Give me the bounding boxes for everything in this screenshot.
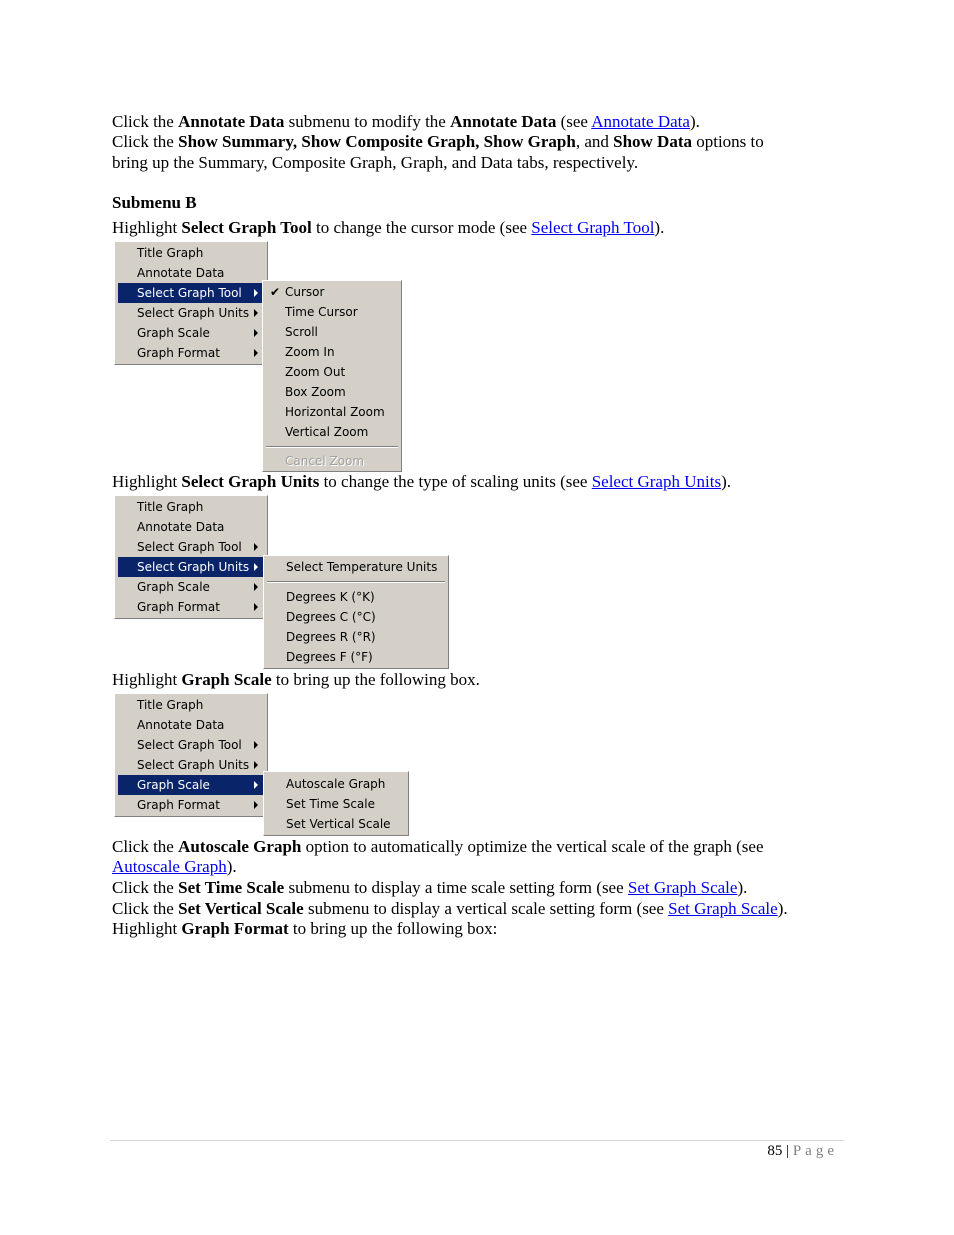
- bold-term: Select Graph Units: [181, 472, 320, 491]
- submenu-arrow-icon: [254, 801, 258, 809]
- menu-item-graph-scale[interactable]: [118, 323, 264, 343]
- text: Click the: [112, 899, 179, 918]
- menu-item-label: Cancel Zoom: [285, 454, 365, 468]
- menu-item-label: Set Vertical Scale: [286, 817, 391, 831]
- submenu-arrow-icon: [254, 781, 258, 789]
- menu-item-label: Annotate Data: [137, 520, 225, 534]
- graph-tool-submenu: [262, 280, 402, 472]
- text: to change the type of scaling units (see: [319, 472, 592, 491]
- submenu-item-vertical-zoom[interactable]: [266, 422, 398, 442]
- para-autoscale-line-2: [112, 857, 237, 877]
- menu-item-select-graph-units[interactable]: [118, 557, 264, 577]
- select-graph-units-link[interactable]: Select Graph Units: [591, 472, 722, 491]
- text: to bring up the following box:: [288, 919, 498, 938]
- menu-item-label: Graph Scale: [137, 778, 210, 792]
- menu-item-label: Title Graph: [137, 246, 204, 260]
- submenu-item-scroll[interactable]: [266, 322, 398, 342]
- text: ).: [689, 112, 700, 131]
- submenu-item-degrees-c[interactable]: [267, 607, 445, 627]
- bold-term: Autoscale Graph: [178, 837, 302, 856]
- text: to bring up the following box.: [271, 670, 480, 689]
- para-autoscale-line-1: [112, 837, 764, 857]
- submenu-arrow-icon: [254, 349, 258, 357]
- bold-term: Annotate Data: [450, 112, 557, 131]
- submenu-arrow-icon: [254, 761, 258, 769]
- submenu-arrow-icon: [254, 563, 258, 571]
- bold-term: Show Summary, Show Composite Graph, Show Graph: [178, 132, 576, 151]
- menu-item-label: Degrees R (°R): [286, 630, 376, 644]
- menu-item-graph-format[interactable]: [118, 597, 264, 617]
- submenu-arrow-icon: [254, 329, 258, 337]
- menu-item-label: Zoom In: [285, 345, 335, 359]
- menu-item-label: Degrees F (°F): [286, 650, 373, 664]
- menu-item-label: Degrees C (°C): [286, 610, 376, 624]
- menu-item-label: Title Graph: [137, 698, 204, 712]
- menu-item-title-graph[interactable]: [118, 497, 264, 517]
- text: submenu to modify the: [284, 112, 451, 131]
- menu-item-label: Degrees K (°K): [286, 590, 375, 604]
- text: ).: [226, 857, 237, 876]
- para-select-graph-units: [112, 472, 731, 492]
- menu-item-graph-scale[interactable]: [118, 775, 264, 795]
- menu-item-label: Time Cursor: [285, 305, 358, 319]
- para-select-graph-tool: [112, 218, 664, 238]
- menu-item-label: Select Graph Tool: [137, 738, 242, 752]
- text: submenu to display a vertical scale setting form (see: [303, 899, 669, 918]
- menu-item-label: Cursor: [285, 285, 325, 299]
- text: Click the: [112, 878, 179, 897]
- submenu-item-cancel-zoom: [266, 451, 398, 471]
- menu-item-label: Select Graph Tool: [137, 540, 242, 554]
- menu-item-title-graph[interactable]: [118, 695, 264, 715]
- menu-item-label: Graph Scale: [137, 326, 210, 340]
- bold-term: Set Vertical Scale: [178, 899, 304, 918]
- menu-item-label: Annotate Data: [137, 266, 225, 280]
- menu-item-label: Annotate Data: [137, 718, 225, 732]
- menu-item-graph-scale[interactable]: [118, 577, 264, 597]
- annotate-data-link[interactable]: Annotate Data: [591, 112, 690, 131]
- text: Highlight: [112, 670, 182, 689]
- text: , and: [575, 132, 614, 151]
- menu-item-select-graph-tool[interactable]: [118, 537, 264, 557]
- submenu-item-zoom-out[interactable]: [266, 362, 398, 382]
- submenu-item-box-zoom[interactable]: [266, 382, 398, 402]
- set-graph-scale-link[interactable]: Set Graph Scale: [668, 899, 778, 918]
- submenu-item-time-cursor[interactable]: [266, 302, 398, 322]
- submenu-item-autoscale-graph[interactable]: [267, 774, 405, 794]
- submenu-item-degrees-r[interactable]: [267, 627, 445, 647]
- bold-term: Graph Format: [181, 919, 289, 938]
- text: ).: [777, 899, 788, 918]
- menu-item-label: Box Zoom: [285, 385, 346, 399]
- submenu-item-set-vertical-scale[interactable]: [267, 814, 405, 834]
- text: Highlight: [112, 218, 182, 237]
- context-menu: [114, 241, 268, 365]
- menu-item-label: Scroll: [285, 325, 318, 339]
- menu-item-select-graph-tool[interactable]: [118, 735, 264, 755]
- bold-term: Show Data: [613, 132, 692, 151]
- text: Click the: [112, 112, 179, 131]
- text: ).: [654, 218, 665, 237]
- menu-item-label: Graph Format: [137, 798, 220, 812]
- submenu-arrow-icon: [254, 289, 258, 297]
- menu-item-label: Select Graph Tool: [137, 286, 242, 300]
- menu-item-annotate-data[interactable]: [118, 263, 264, 283]
- submenu-arrow-icon: [254, 309, 258, 317]
- text: option to automatically optimize the vertical scale of the graph (see: [301, 837, 764, 856]
- menu-item-label: Select Temperature Units: [286, 560, 438, 574]
- menu-item-label: Graph Format: [137, 346, 220, 360]
- submenu-item-degrees-k[interactable]: [267, 587, 445, 607]
- submenu-item-select-temperature-units[interactable]: [267, 557, 445, 577]
- menu-item-label: Graph Scale: [137, 580, 210, 594]
- submenu-arrow-icon: [254, 741, 258, 749]
- section-heading: Submenu B: [112, 193, 197, 212]
- submenu-item-degrees-f[interactable]: [267, 647, 445, 667]
- text: options to: [691, 132, 764, 151]
- menu-item-label: Vertical Zoom: [285, 425, 369, 439]
- menu-item-annotate-data[interactable]: [118, 715, 264, 735]
- submenu-item-horizontal-zoom[interactable]: [266, 402, 398, 422]
- footer-divider: [110, 1140, 844, 1141]
- bold-term: Annotate Data: [178, 112, 285, 131]
- autoscale-graph-link[interactable]: Autoscale Graph: [112, 857, 227, 876]
- select-graph-tool-link[interactable]: Select Graph Tool: [531, 218, 655, 237]
- page-label: Page: [792, 1143, 838, 1159]
- menu-item-label: Zoom Out: [285, 365, 346, 379]
- graph-scale-submenu: [263, 771, 409, 836]
- para-set-time-scale: [112, 878, 747, 898]
- menu-item-select-graph-units[interactable]: [118, 755, 264, 775]
- submenu-arrow-icon: [254, 543, 258, 551]
- page-footer: [767, 1142, 838, 1160]
- menu-item-select-graph-units[interactable]: [118, 303, 264, 323]
- text: Highlight: [112, 919, 182, 938]
- menu-item-label: Title Graph: [137, 500, 204, 514]
- menu-item-label: Horizontal Zoom: [285, 405, 385, 419]
- context-menu: [114, 693, 268, 817]
- page-number: 85: [767, 1143, 783, 1159]
- submenu-arrow-icon: [254, 603, 258, 611]
- text: Highlight: [112, 472, 182, 491]
- intro-line-3: bring up the Summary, Composite Graph, Graph, and Data tabs, respectively.: [112, 153, 639, 172]
- submenu-item-cursor[interactable]: [266, 282, 398, 302]
- intro-line-2: [112, 132, 764, 152]
- text: submenu to display a time scale setting form (see: [284, 878, 628, 897]
- menu-separator: [267, 581, 445, 583]
- text: Click the: [112, 132, 179, 151]
- para-graph-format: [112, 919, 497, 939]
- menu-item-graph-format[interactable]: [118, 795, 264, 815]
- menu-item-label: Set Time Scale: [286, 797, 375, 811]
- submenu-item-set-time-scale[interactable]: [267, 794, 405, 814]
- graph-units-submenu: [263, 555, 449, 669]
- menu-item-annotate-data[interactable]: [118, 517, 264, 537]
- text: Click the: [112, 837, 179, 856]
- menu-item-graph-format[interactable]: [118, 343, 264, 363]
- menu-item-label: Autoscale Graph: [286, 777, 386, 791]
- context-menu: [114, 495, 268, 619]
- check-icon: ✔: [270, 285, 281, 299]
- menu-item-label: Select Graph Units: [137, 560, 250, 574]
- text: ).: [721, 472, 731, 491]
- menu-item-label: Select Graph Units: [137, 758, 250, 772]
- menu-item-label: Graph Format: [137, 600, 220, 614]
- menu-item-label: Select Graph Units: [137, 306, 250, 320]
- bold-term: Graph Scale: [181, 670, 272, 689]
- para-graph-scale: [112, 670, 480, 690]
- text: (see: [556, 112, 592, 131]
- submenu-arrow-icon: [254, 583, 258, 591]
- bold-term: Select Graph Tool: [181, 218, 312, 237]
- intro-line-1: [112, 112, 700, 132]
- text: to change the cursor mode (see: [311, 218, 532, 237]
- text: ).: [737, 878, 748, 897]
- set-graph-scale-link[interactable]: Set Graph Scale: [627, 878, 738, 897]
- para-set-vertical-scale: [112, 899, 788, 919]
- footer-separator: |: [786, 1143, 790, 1159]
- menu-item-select-graph-tool[interactable]: [118, 283, 264, 303]
- menu-separator: [266, 446, 398, 448]
- submenu-item-zoom-in[interactable]: [266, 342, 398, 362]
- bold-term: Set Time Scale: [178, 878, 285, 897]
- menu-item-title-graph[interactable]: [118, 243, 264, 263]
